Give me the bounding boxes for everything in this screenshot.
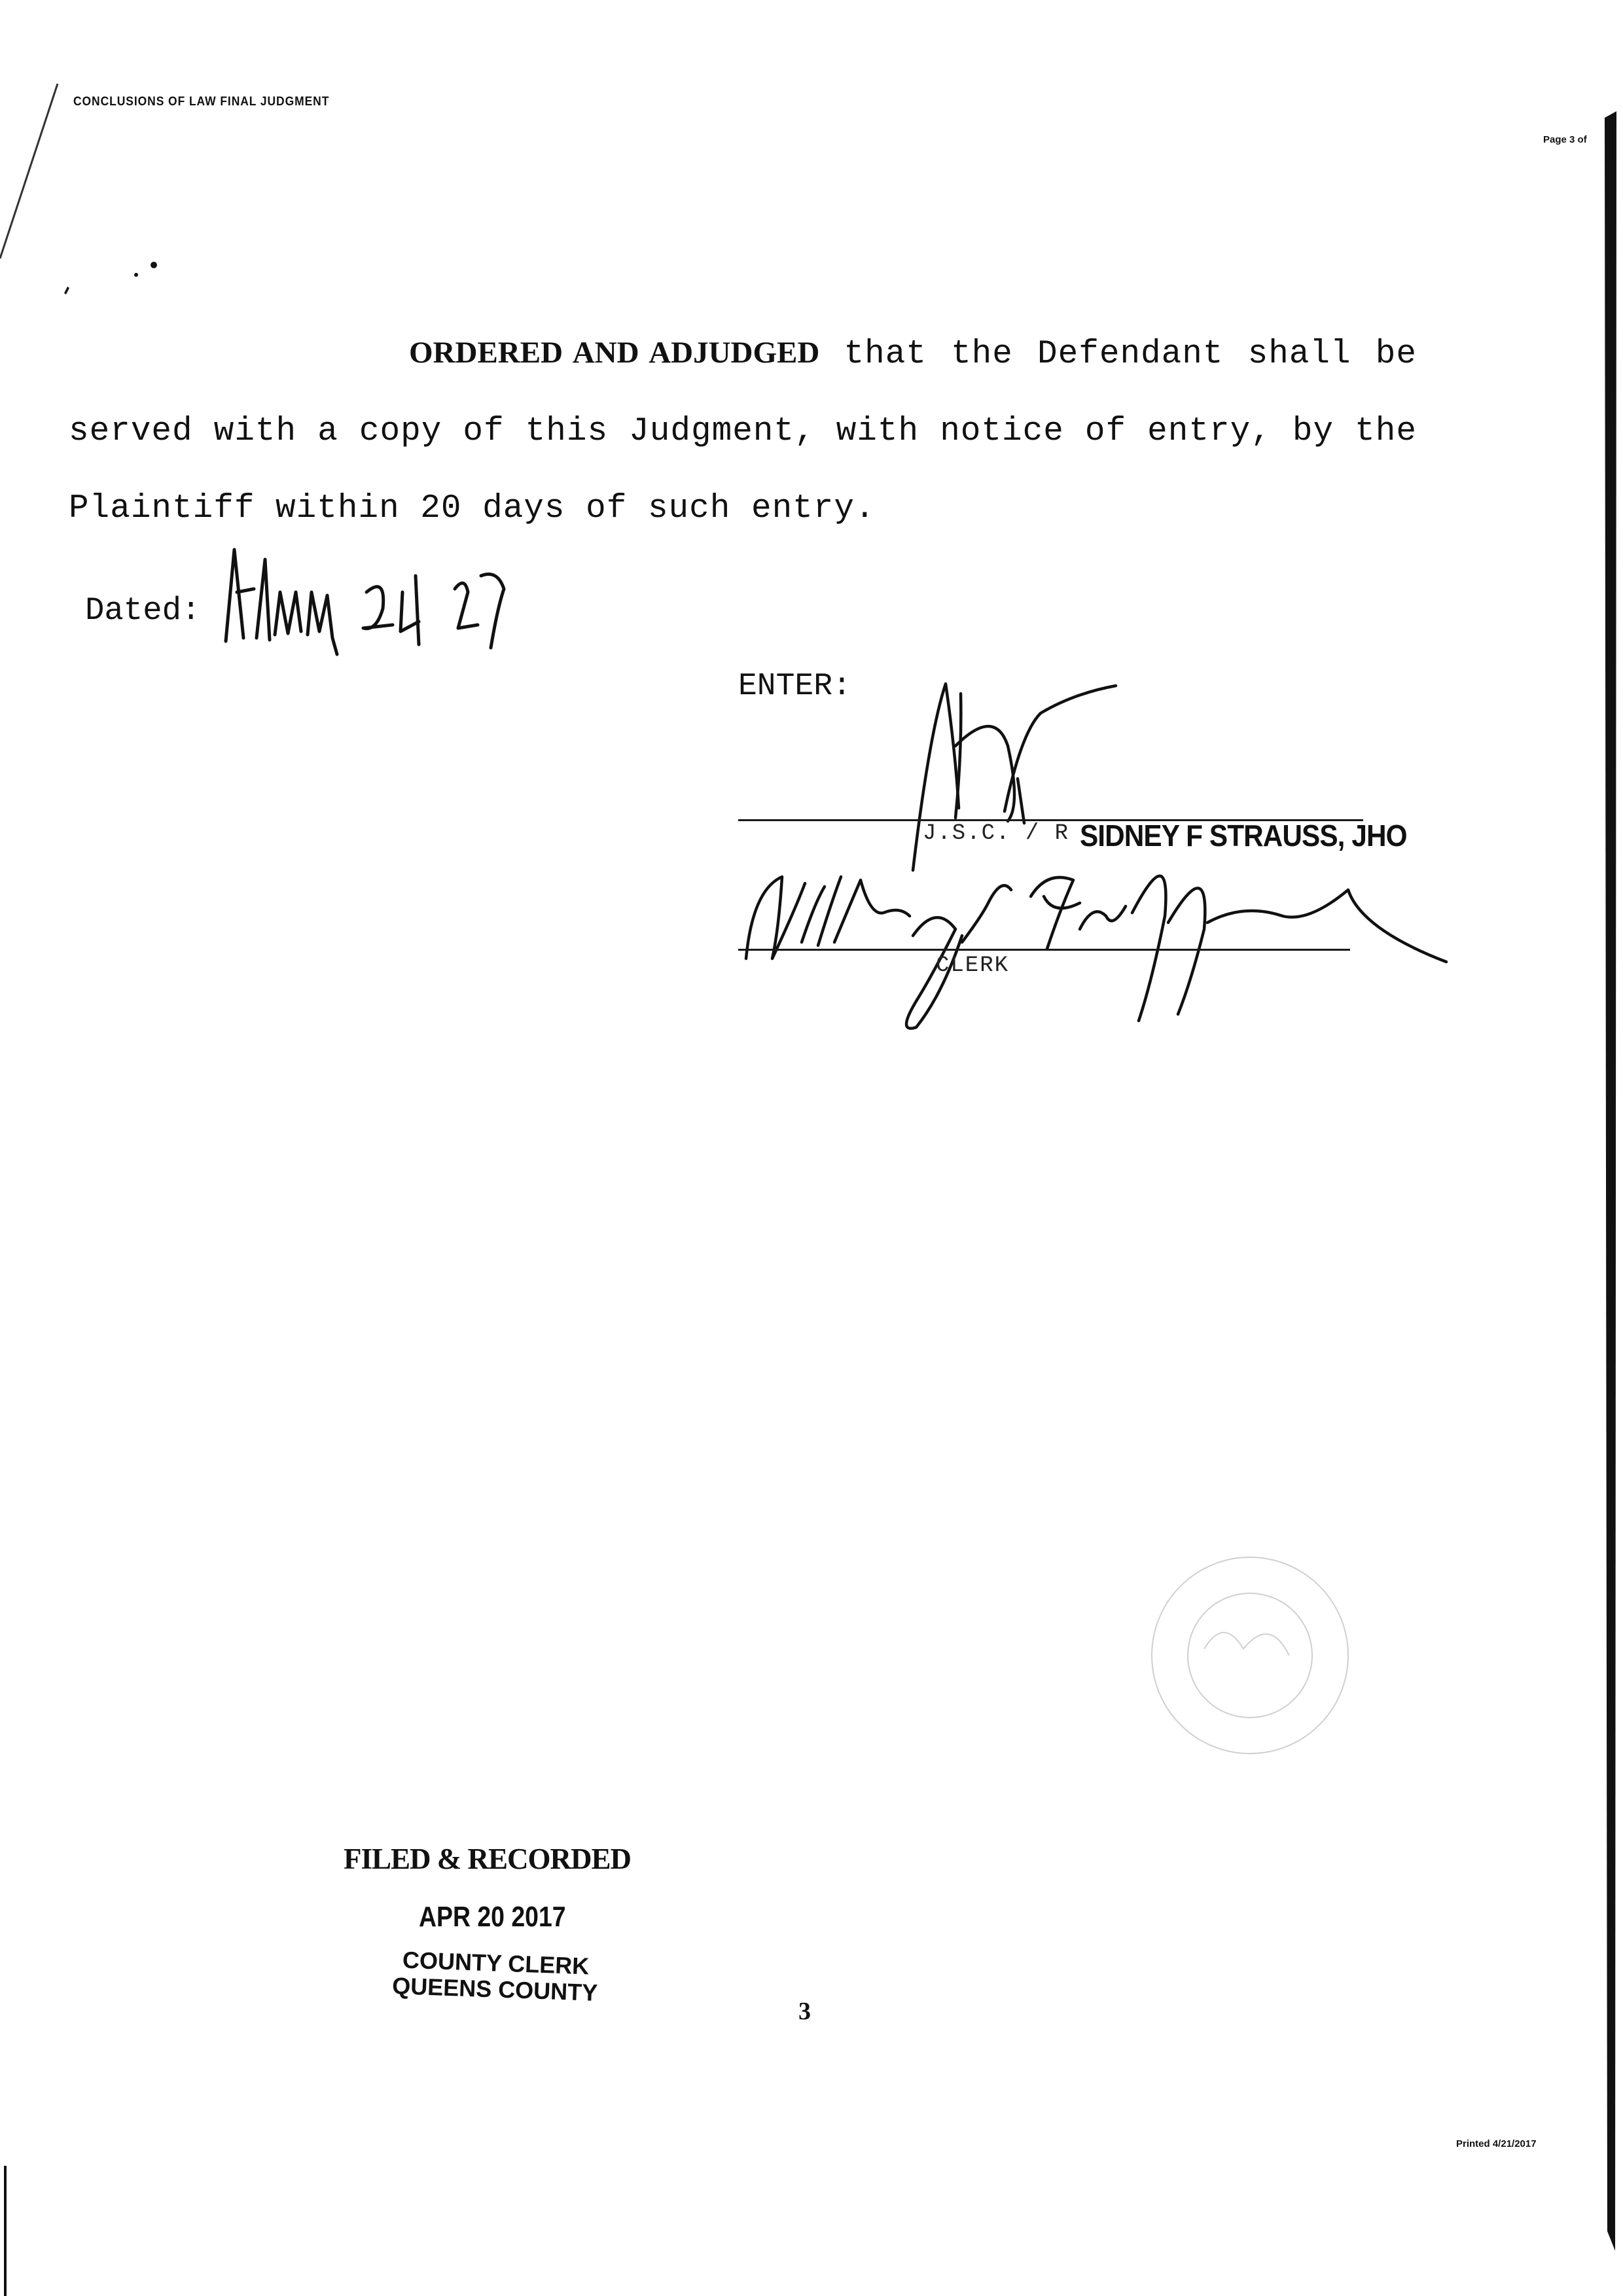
enter-label: ENTER: [738, 669, 851, 704]
scan-speck [151, 262, 157, 268]
stamp-office-line1: COUNTY CLERK [402, 1946, 590, 1980]
page-edge-shadow [1605, 111, 1616, 2251]
dated-label: Dated: [85, 592, 201, 629]
ordered-adjudged-lead: ORDERED AND ADJUDGED [409, 336, 820, 370]
handwritten-date [226, 550, 504, 654]
clerk-label: CLERK [936, 953, 1010, 978]
clerk-signature [746, 876, 1446, 1029]
filed-recorded-stamp-office [392, 1947, 599, 2006]
scan-speck [64, 287, 69, 294]
stamp-office-line2: QUEENS COUNTY [391, 1972, 598, 2006]
printed-date: Printed 4/21/2017 [1456, 2138, 1537, 2149]
order-paragraph [69, 314, 1417, 548]
scan-edge-line [0, 84, 58, 258]
document-header-title: CONCLUSIONS OF LAW FINAL JUDGMENT [73, 95, 330, 109]
filed-recorded-stamp-title: FILED & RECORDED [344, 1843, 632, 1875]
page-number: 3 [798, 1998, 811, 2025]
order-text: that the Defendant shall be served with a copy of this Judgment, with notice of entry, by the Plaintiff within 20 days of such entry. [69, 336, 1417, 527]
judge-name-stamp: SIDNEY F STRAUSS, JHO [1080, 819, 1407, 853]
filed-recorded-stamp-date: APR 20 2017 [419, 1901, 566, 1933]
page-of-label: Page 3 of [1543, 134, 1587, 145]
scan-speck [134, 273, 138, 277]
clerk-signature-line [738, 949, 1350, 951]
embossed-seal [1152, 1557, 1348, 1754]
jsc-label: J.S.C. / R [923, 821, 1070, 846]
